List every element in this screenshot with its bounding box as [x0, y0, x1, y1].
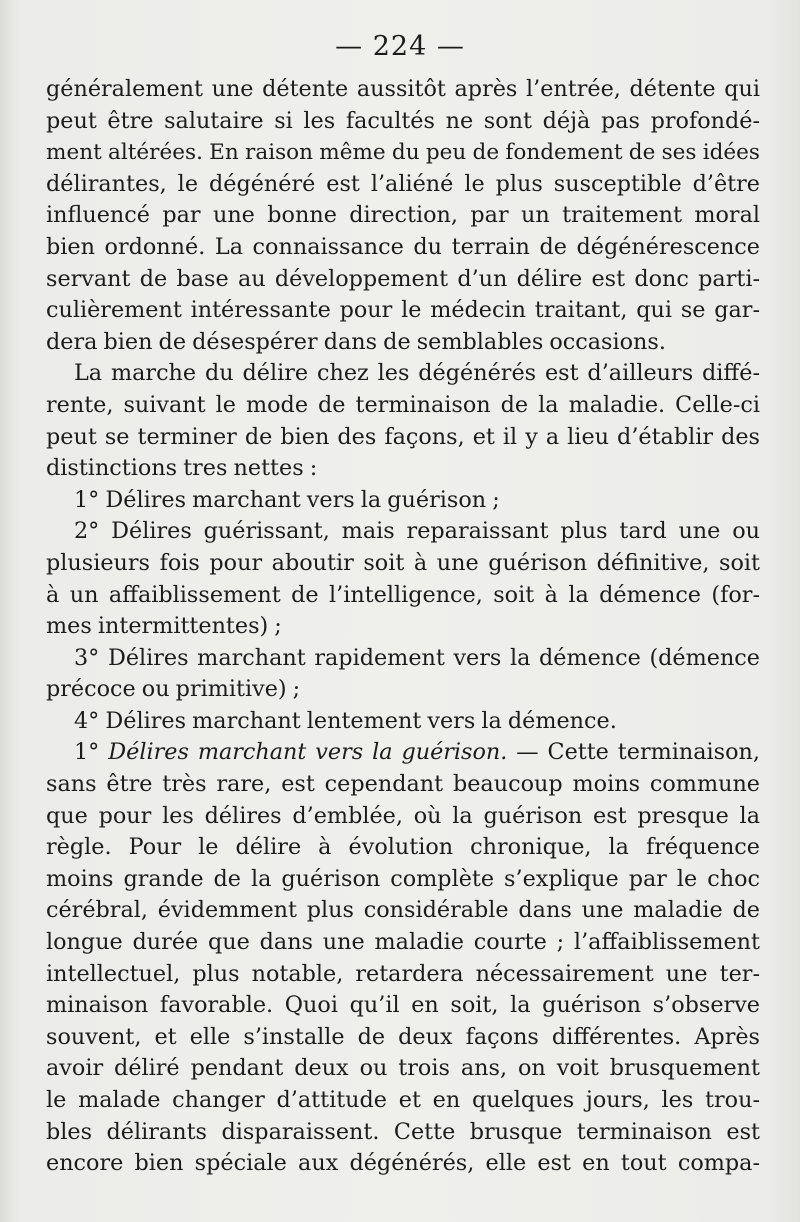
text-line: bles délirants disparaissent. Cette brusque terminaison est: [46, 1118, 760, 1145]
text-line: cérébral, évidemment plus considérable dans une maladie de: [46, 897, 760, 924]
text-line: rente, suivant le mode de terminaison de la maladie. Celle-ci: [46, 391, 760, 418]
section-lead-text: — Cette terminaison,: [507, 739, 760, 766]
text-line: mes intermittentes) ;: [46, 613, 282, 640]
text-line: intellectuel, plus notable, retardera nécessairement une ter-: [46, 960, 760, 987]
text-line: peut se terminer de bien des façons, et il y a lieu d’établir des: [46, 423, 760, 450]
section-title: Délires marchant vers la guérison.: [108, 739, 508, 766]
page-number: — 224 —: [335, 31, 465, 62]
text-line: ment altérées. En raison même du peu de fondement de ses idées: [46, 140, 760, 166]
section-number: 1°: [74, 739, 109, 766]
text-line: règle. Pour le délire à évolution chronique, la fréquence: [46, 834, 760, 861]
list-item-line: 2° Délires guérissant, mais reparaissant plus tard une ou: [74, 518, 760, 545]
text-line: distinctions tres nettes :: [46, 455, 318, 482]
text-line: à un affaiblissement de l’intelligence, soit à la démence (for-: [46, 581, 760, 608]
list-item-line: 3° Délires marchant rapidement vers la démence (démence: [74, 644, 760, 671]
text-line: servant de base au développement d’un délire est donc parti-: [46, 265, 760, 292]
text-line: dera bien de désespérer dans de semblables occasions.: [46, 328, 666, 355]
text-line: peut être salutaire si les facultés ne sont déjà pas profondé-: [46, 107, 760, 134]
section-heading-line: [46, 737, 760, 769]
text-line: encore bien spéciale aux dégénérés, elle est en tout compa-: [46, 1150, 760, 1177]
list-item-line: 4° Délires marchant lentement vers la démence.: [74, 707, 617, 734]
text-line: longue durée que dans une maladie courte ; l’affaiblissement: [46, 929, 760, 956]
text-line: minaison favorable. Quoi qu’il en soit, la guérison s’observe: [46, 992, 760, 1019]
list-item-line: 1° Délires marchant vers la guérison ;: [74, 486, 500, 513]
text-line: précoce ou primitive) ;: [46, 676, 301, 703]
text-line: plusieurs fois pour aboutir soit à une guérison définitive, soit: [46, 549, 760, 576]
text-line: sans être très rare, est cependant beaucoup moins commune: [46, 771, 760, 798]
body-text: [46, 74, 760, 1180]
text-line: le malade changer d’attitude et en quelques jours, les trou-: [46, 1087, 760, 1113]
text-line: moins grande de la guérison complète s’explique par le choc: [46, 865, 760, 892]
text-line: influencé par une bonne direction, par un traitement moral: [46, 202, 760, 229]
text-line: culièrement intéressante pour le médecin traitant, qui se gar-: [46, 297, 760, 324]
text-line: que pour les délires d’emblée, où la guérison est presque la: [46, 802, 760, 829]
text-line: délirantes, le dégénéré est l’aliéné le plus susceptible d’être: [46, 170, 760, 197]
text-line: avoir déliré pendant deux ou trois ans, on voit brusquement: [46, 1055, 760, 1082]
text-line: bien ordonné. La connaissance du terrain de dégénérescence: [46, 233, 760, 260]
text-line: souvent, et elle s’installe de deux façons différentes. Après: [46, 1023, 760, 1050]
text-line: La marche du délire chez les dégénérés est d’ailleurs diffé-: [74, 360, 760, 387]
text-line: généralement une détente aussitôt après l’entrée, détente qui: [46, 76, 760, 102]
